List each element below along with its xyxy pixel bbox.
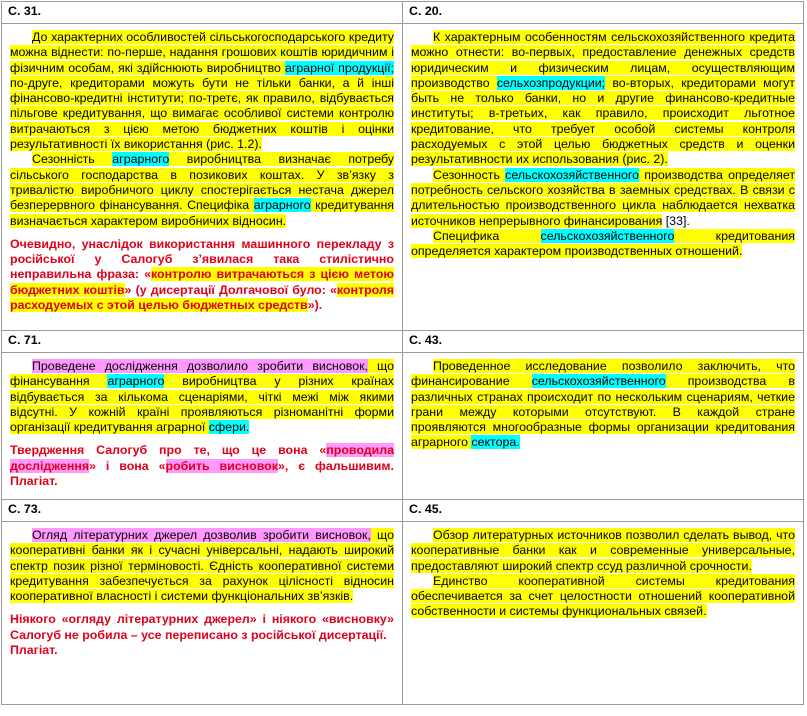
left-page-ref: С. 73. <box>8 502 42 516</box>
left-page-ref: С. 31. <box>8 4 42 18</box>
right-page-ref-cell <box>403 331 804 353</box>
right-page-ref-cell <box>403 2 804 24</box>
reviewer-note: Ніякого «огляду літературних джерел» і ніякого «висновку» Салогуб не робила – усе переписано з російської дисертації. Плагіат. <box>10 612 394 658</box>
russian-paragraph: Единство кооперативной системы кредитования обеспечивается за счет целостности отношений кооперативной собственности и системы функциональных связей. <box>411 573 795 619</box>
russian-paragraph: Сезонность сельскохозяйственного производства определяет потребность сельского хозяйства в заемных средствах. В связи с длительностью производственного цикла наблюдается нехватка источников непрерывного финансирования [33]. <box>411 167 795 228</box>
russian-text-cell <box>403 24 804 331</box>
left-page-ref: С. 71. <box>8 333 42 347</box>
ukrainian-paragraph: До характерних особливостей сільськогосподарського кредиту можна віднести: по-перше, надання грошових коштів юридичним і фізичним особам, які здійснюють виробництво аграрної продукції; по-друге, кредиторами можуть бути не тільки банки, а й інші фінансово-кредитні інститути; по-третє, як правило, відбувається пільгове кредитування, що вимагає особливої системи контролю витрачаються з цією метою бюджетних коштів і оцінки результативності їх використання (рис. 1.2). <box>10 30 394 152</box>
russian-paragraph: Проведенное исследование позволило заключить, что финансирование сельскохозяйственного производства в различных странах происходит по нескольким сценариям, четкие грани между которыми отсутствуют. В каждой стране проявляются многообразные формы организации кредитования аграрного сектора. <box>411 359 795 450</box>
reviewer-note: Очевидно, унаслідок використання машинного перекладу з російської у Салогуб з’явилася така стилістично неправильна фраза: «контролю витрачаються з цією метою бюджетних коштів» (у дисертації Долгачової було: «контроля расходуемых с этой целью бюджетных средств»). <box>10 236 394 313</box>
right-page-ref-cell <box>403 500 804 522</box>
left-page-ref-cell <box>2 500 403 522</box>
left-page-ref-cell <box>2 331 403 353</box>
russian-paragraph: Обзор литературных источников позволил сделать вывод, что кооперативные банки как и современные универсальные, предоставляют широкий спектр ссуд различной срочности. <box>411 528 795 573</box>
ukrainian-paragraph: Проведене дослідження дозволило зробити висновок, що фінансування аграрного виробництва у різних країнах відбувається за кількома сценаріями, чіткі межі між якими відсутні. У кожній країні проявляються різноманітні форми організації кредитування аграрної сфери. <box>10 359 395 435</box>
ukrainian-text-cell <box>2 522 403 705</box>
right-page-ref: С. 43. <box>409 333 443 347</box>
comparison-table <box>1 1 804 705</box>
ukrainian-paragraph: Огляд літературних джерел дозволив зробити висновок, що кооперативні банки як і сучасні універсальні, надають широкий спектр позик різної терміновості. Єдність кооперативної системи кредитування забезпечується за рахунок цілісності відносин кооперативної власності і системи функціональних зв’язків. <box>10 528 395 604</box>
right-page-ref: С. 45. <box>409 502 443 516</box>
russian-text-cell <box>403 522 804 705</box>
reviewer-note: Твердження Салогуб про те, що це вона «проводила дослідження» і вона «робить висновок», є фальшивим. Плагіат. <box>10 443 394 489</box>
right-page-ref: С. 20. <box>409 4 443 18</box>
russian-paragraph: К характерным особенностям сельскохозяйственного кредита можно отнести: во-первых, предоставление денежных средств юридическим и физическим лицам, осуществляющим производство сельхозпродукции; во-вторых, кредиторами могут быть не только банки, но и другие финансово-кредитные институты; в-третьих, как правило, происходит льготное кредитование, что требует особой системы контроля расходуемых с этой целью бюджетных средств и оценки результативности их использования (рис. 2). <box>411 30 795 167</box>
ukrainian-text-cell <box>2 353 403 500</box>
russian-text-cell <box>403 353 804 500</box>
ukrainian-paragraph: Сезонність аграрного виробництва визначає потребу сільського господарства в позикових коштах. У зв’язку з тривалістю виробничого циклу спостерігається нестача джерел безперервного фінансування. Специфіка аграрного кредитування визначається характером виробничих відносин. <box>10 152 395 228</box>
left-page-ref-cell <box>2 2 403 24</box>
russian-paragraph: Специфика сельскохозяйственного кредитования определяется характером производственных отношений. <box>411 228 795 259</box>
ukrainian-text-cell <box>2 24 403 331</box>
